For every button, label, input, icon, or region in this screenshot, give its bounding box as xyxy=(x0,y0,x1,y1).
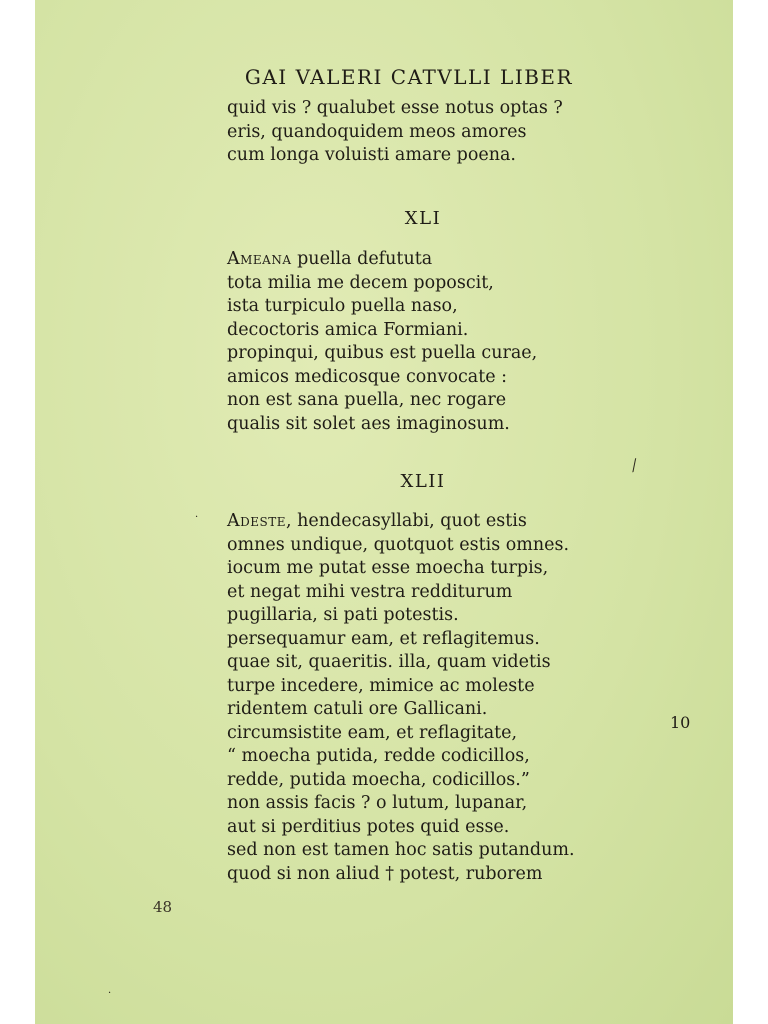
verse-line: eris, quandoquidem meos amores xyxy=(227,121,527,142)
poem-xlii-body xyxy=(227,510,575,886)
ink-dot-icon: · xyxy=(195,512,199,523)
verse-line xyxy=(227,510,575,534)
verse-line: non est sana puella, nec rogare xyxy=(227,390,507,410)
verse-line: amicos medicosque convocate : xyxy=(227,366,508,387)
verse-line: propinqui, quibus est puella curae, xyxy=(227,343,538,363)
verse-line: circumsistite eam, et reflagitate, xyxy=(227,722,518,743)
ink-dot-icon: · xyxy=(108,988,112,999)
verse-line: cum longa voluisti amare poena. xyxy=(227,145,516,165)
verse-line: decoctoris amica Formiani. xyxy=(227,319,469,340)
verse-line: “ moecha putida, redde codicillos, xyxy=(227,746,530,766)
first-word: Adeste xyxy=(227,511,287,531)
verse-line: sed non est tamen hoc satis putandum. xyxy=(227,840,575,860)
verse-line: turpe incedere, mimice ac moleste xyxy=(227,675,535,696)
verse-line: pugillaria, si pati potestis. xyxy=(227,605,459,625)
page-number: 48 xyxy=(153,898,173,916)
verse-line: ridentem catuli ore Gallicani. xyxy=(227,699,488,719)
verse-line: et negat mihi vestra redditurum xyxy=(227,581,513,602)
verse-line: qualis sit solet aes imaginosum. xyxy=(227,413,510,434)
verse-line: tota milia me decem poposcit, xyxy=(227,272,494,293)
first-line-rest: puella defututa xyxy=(291,249,433,269)
poem-title-xlii: XLII xyxy=(400,471,446,492)
verse-line: omnes undique, quotquot estis omnes. xyxy=(227,534,570,555)
first-line-rest: , hendecasyllabi, quot estis xyxy=(286,511,527,531)
verse-line: ista turpiculo puella naso, xyxy=(227,296,458,316)
ink-mark-icon: ⁄ xyxy=(629,456,639,475)
verse-line: quod si non aliud † potest, ruborem xyxy=(227,863,543,884)
poem-title-xli: XLI xyxy=(404,208,442,229)
first-word: Ameana xyxy=(227,249,292,269)
book-page xyxy=(35,0,733,1024)
verse-line: redde, putida moecha, codicillos.” xyxy=(227,769,530,790)
line-number: 10 xyxy=(670,713,691,732)
verse-line: quid vis ? qualubet esse notus optas ? xyxy=(227,98,563,118)
poem-xli-body xyxy=(227,248,537,436)
verse-line: aut si perditius potes quid esse. xyxy=(227,816,510,837)
verse-line: persequamur eam, et reflagitemus. xyxy=(227,628,540,649)
verse-line xyxy=(227,248,537,272)
stanza-continuation xyxy=(227,97,563,168)
verse-line: non assis facis ? o lutum, lupanar, xyxy=(227,793,528,813)
verse-line: iocum me putat esse moecha turpis, xyxy=(227,558,549,578)
running-head: GAI VALERI CATVLLI LIBER xyxy=(244,65,574,89)
verse-line: quae sit, quaeritis. illa, quam videtis xyxy=(227,652,551,672)
